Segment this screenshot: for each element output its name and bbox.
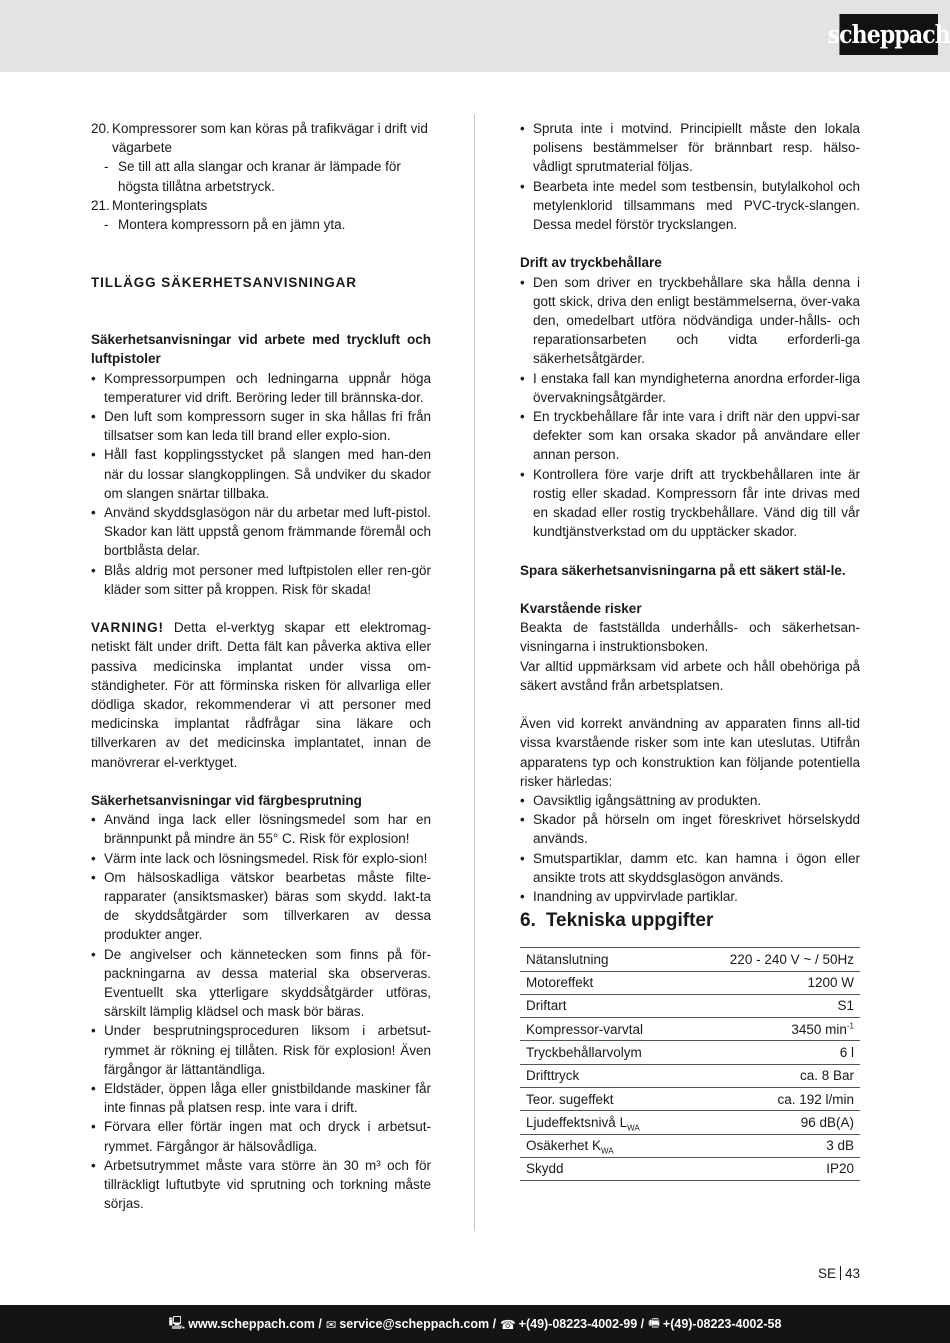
spec-value: IP20 [685, 1157, 860, 1180]
bullet-item: • Skador på hörseln om inget föreskrivet hörselskydd används. [520, 810, 860, 848]
header-bar [0, 0, 950, 72]
chapter-heading [520, 908, 860, 934]
spec-label-main: Ljudeffektsnivå L [526, 1114, 628, 1130]
bullet-item: • Spruta inte i motvind. Principiellt måste den lokala polisens bestämmelser för brännbart resp. hälso-vådligt sprutmaterial följas. [520, 119, 860, 177]
bullet-item: • Förvara eller förtär ingen mat och dryck i arbetsut-rymmet. Färgångor är hälsovådliga. [91, 1117, 431, 1155]
spec-value: 96 dB(A) [685, 1111, 860, 1134]
bullet-item: • Håll fast kopplingsstycket på slangen med han-den när du lossar slangkopplingen. Så undviker du skador om slangen snärtar tillbaka. [91, 445, 431, 503]
spec-label-main: Osäkerhet K [526, 1138, 602, 1154]
table-row [520, 994, 860, 1017]
spec-value [685, 1018, 860, 1041]
table-row [520, 971, 860, 994]
bullet-item: • De angivelser och kännetecken som finns på för-packningarna av dessa material ska observeras. Eventuellt ska ytterligare skyddsåtgärder utföras, särskilt lämplig klädsel och mask bör bäras. [91, 945, 431, 1022]
spec-value-main: 3450 min [791, 1021, 847, 1037]
spec-label: Drifttryck [520, 1064, 685, 1087]
bullet-item: • Arbetsutrymmet måste vara större än 30 m³ och för tillräckligt luftutbyte vid sprutning och torkning måste sörjas. [91, 1156, 431, 1214]
list-text: Kompressorer som kan köras på trafikvägar i drift vid vägarbete [112, 121, 428, 156]
spec-label: Tryckbehållarvolym [520, 1041, 685, 1064]
list-item [91, 119, 431, 157]
table-row [520, 1111, 860, 1134]
spec-label: Kompressor-varvtal [520, 1018, 685, 1041]
spec-label [520, 1134, 685, 1157]
bullet-item: • Smutspartiklar, damm etc. kan hamna i ögon eller ansikte trots att skyddsglasögon används. [520, 849, 860, 887]
section-heading: TILLÄGG SÄKERHETSANVISNINGAR [91, 274, 357, 290]
spec-value: ca. 192 l/min [685, 1088, 860, 1111]
column-divider [474, 114, 475, 1231]
bullet-item: • En tryckbehållare får inte vara i drift när den uppvi-sar defekter som kan orsaka skador på användare eller annan person. [520, 407, 860, 465]
bullet-item: • Använd skyddsglasögon när du arbetar med luft-pistol. Skador kan lätt uppstå genom främmande föremål och bortblåsta delar. [91, 503, 431, 561]
paragraph: Beakta de fastställda underhålls- och säkerhetsan-visningarna i instruktionsboken. [520, 620, 860, 655]
right-column [520, 119, 860, 1181]
bullet-item: • Inandning av uppvirvlade partiklar. [520, 887, 860, 906]
dash-item [91, 215, 431, 234]
spec-label [520, 1111, 685, 1134]
bullet-item: • Kontrollera före varje drift att tryckbehållaren inte är rostig eller skadad. Kompressorn får inte drivas med en skadad eller rostig tryckbehållare. Vänd dig till vår kundtjänstverkstad om du upptäcker skador. [520, 465, 860, 542]
left-column [91, 119, 431, 1213]
bullet-item: • Blås aldrig mot personer med luftpistolen eller ren-gör kläder som sitter på kroppen. Risk för skada! [91, 561, 431, 599]
spec-label: Motoreffekt [520, 971, 685, 994]
subsection-heading: Säkerhetsanvisningar vid arbete med tryckluft och luftpistoler [91, 332, 431, 367]
page-number [818, 1265, 860, 1283]
table-row [520, 1134, 860, 1157]
fax-icon: 🖷︎ [648, 1315, 660, 1330]
list-item [91, 196, 431, 215]
spec-label: Skydd [520, 1157, 685, 1180]
chapter-number: 6. [520, 910, 536, 932]
spec-value: 3 dB [685, 1134, 860, 1157]
paragraph: Var alltid uppmärksam vid arbete och håll obehöriga på säkert avstånd från arbetsplatsen. [520, 658, 860, 693]
page-number-value: 43 [844, 1266, 860, 1281]
dash-text: Montera kompressorn på en jämn yta. [118, 217, 346, 233]
bullet-item: • Eldstäder, öppen låga eller gnistbildande maskiner får inte finnas på platsen resp. inte vara i drift. [91, 1079, 431, 1117]
dash-mark: - [104, 217, 109, 233]
subsection-heading: Kvarstående risker [520, 601, 642, 617]
footer-email[interactable]: service@scheppach.com / [339, 1317, 497, 1331]
bullet-item: • Bearbeta inte medel som testbensin, butylalkohol och metylenklorid tillsammans med PVC-tryck-slangen. Dessa medel förstör tryckslangen. [520, 177, 860, 235]
footer-fax: +(49)-08223-4002-58 [662, 1317, 782, 1331]
phone-icon: ☎︎ [500, 1317, 516, 1332]
bullet-item: • Värm inte lack och lösningsmedel. Risk för explo-sion! [91, 849, 431, 868]
spec-label: Nätanslutning [520, 948, 685, 971]
table-row [520, 1041, 860, 1064]
subsection-heading: Säkerhetsanvisningar vid färgbesprutning [91, 793, 362, 809]
list-number: 20. [91, 121, 110, 136]
subsection-heading: Drift av tryckbehållare [520, 255, 662, 271]
email-icon: ✉︎ [325, 1317, 337, 1332]
list-text: Monteringsplats [112, 197, 208, 213]
spec-value: ca. 8 Bar [685, 1064, 860, 1087]
spec-label-subscript: WA [627, 1123, 640, 1133]
warning-text: Detta el-verktyg skapar ett elektromag-netiskt fält under drift. Detta fält kan påverka aktiva eller passiva medicinska implantat under vissa om-ständigheter. För att förminska risken för allvarliga eller dödliga skador, rekommenderar vi att personer med medicinska implantat rådfrågar sina läkare och tillverkaren av det medicinska implantatet, innan de manövrerar el-verktyget. [91, 620, 431, 770]
dash-item [91, 157, 431, 195]
save-notice: Spara säkerhetsanvisningarna på ett säkert stäl-le. [520, 562, 846, 578]
bullet-item: • Under besprutningsproceduren liksom i arbetsut-rymmet är rökning ej tillåten. Risk för explosion! Även färgångor är lättantändliga. [91, 1021, 431, 1079]
spec-label: Driftart [520, 994, 685, 1017]
table-row [520, 1157, 860, 1180]
bullet-item: • Använd inga lack eller lösningsmedel som har en brännpunkt på mindre än 55° C. Risk för explosion! [91, 810, 431, 848]
dash-mark: - [104, 159, 109, 175]
bullet-item: • I enstaka fall kan myndigheterna anordna erforder-liga övervakningsåtgärder. [520, 369, 860, 407]
footer-web[interactable]: www.scheppach.com / [188, 1317, 322, 1331]
footer-phone: +(49)-08223-4002-99 / [518, 1317, 645, 1331]
table-row [520, 1088, 860, 1111]
warning-paragraph [91, 618, 431, 772]
page-language: SE [817, 1266, 836, 1281]
bullet-item: • Oavsiktlig igångsättning av produkten. [520, 791, 860, 810]
table-row [520, 1064, 860, 1087]
warning-label: VARNING! [91, 620, 164, 636]
dash-text: Se till att alla slangar och kranar är lämpade för högsta tillåtna arbetstryck. [118, 159, 401, 194]
table-row [520, 948, 860, 971]
spec-table [520, 947, 860, 1181]
spec-value: 220 - 240 V ~ / 50Hz [685, 948, 860, 971]
scheppach-logo: scheppach [839, 14, 938, 55]
bullet-item: • Den som driver en tryckbehållare ska hålla denna i gott skick, driva den enligt bestämmelserna, över-vaka den, omedelbart utföra nödvändiga under-hålls- och reparationsarbeten och vidta erforderli-ga säkerhetsåtgärder. [520, 273, 860, 369]
spec-value-superscript: -1 [846, 1021, 854, 1031]
spec-value: 6 l [685, 1041, 860, 1064]
bullet-item: • Kompressorpumpen och ledningarna uppnår höga temperaturer vid drift. Beröring leder till brännska-dor. [91, 369, 431, 407]
spec-value: S1 [685, 994, 860, 1017]
list-number: 21. [91, 197, 110, 213]
footer-bar [0, 1305, 950, 1343]
spec-label-subscript: WA [601, 1146, 614, 1156]
spec-label: Teor. sugeffekt [520, 1088, 685, 1111]
chapter-title: Tekniska uppgifter [545, 910, 714, 932]
computer-icon: 🖳︎ [168, 1315, 186, 1330]
paragraph: Även vid korrekt användning av apparaten finns all-tid vissa kvarstående risker som inte kan uteslutas. Utifrån apparatens typ och konstruktion kan följande potentiella risker härledas: [520, 716, 860, 789]
spec-value: 1200 W [685, 971, 860, 994]
bullet-item: • Den luft som kompressorn suger in ska hållas fri från tillsatser som kan leda till brand eller explo-sion. [91, 407, 431, 445]
page-number-separator [840, 1266, 841, 1280]
bullet-item: • Om hälsoskadliga vätskor bearbetas måste filte-rapparater (ansiktsmasker) bäras som skydd. Iakt-ta de skyddsåtgärder som tillverkaren av dessa produkter anger. [91, 868, 431, 945]
table-row [520, 1018, 860, 1041]
